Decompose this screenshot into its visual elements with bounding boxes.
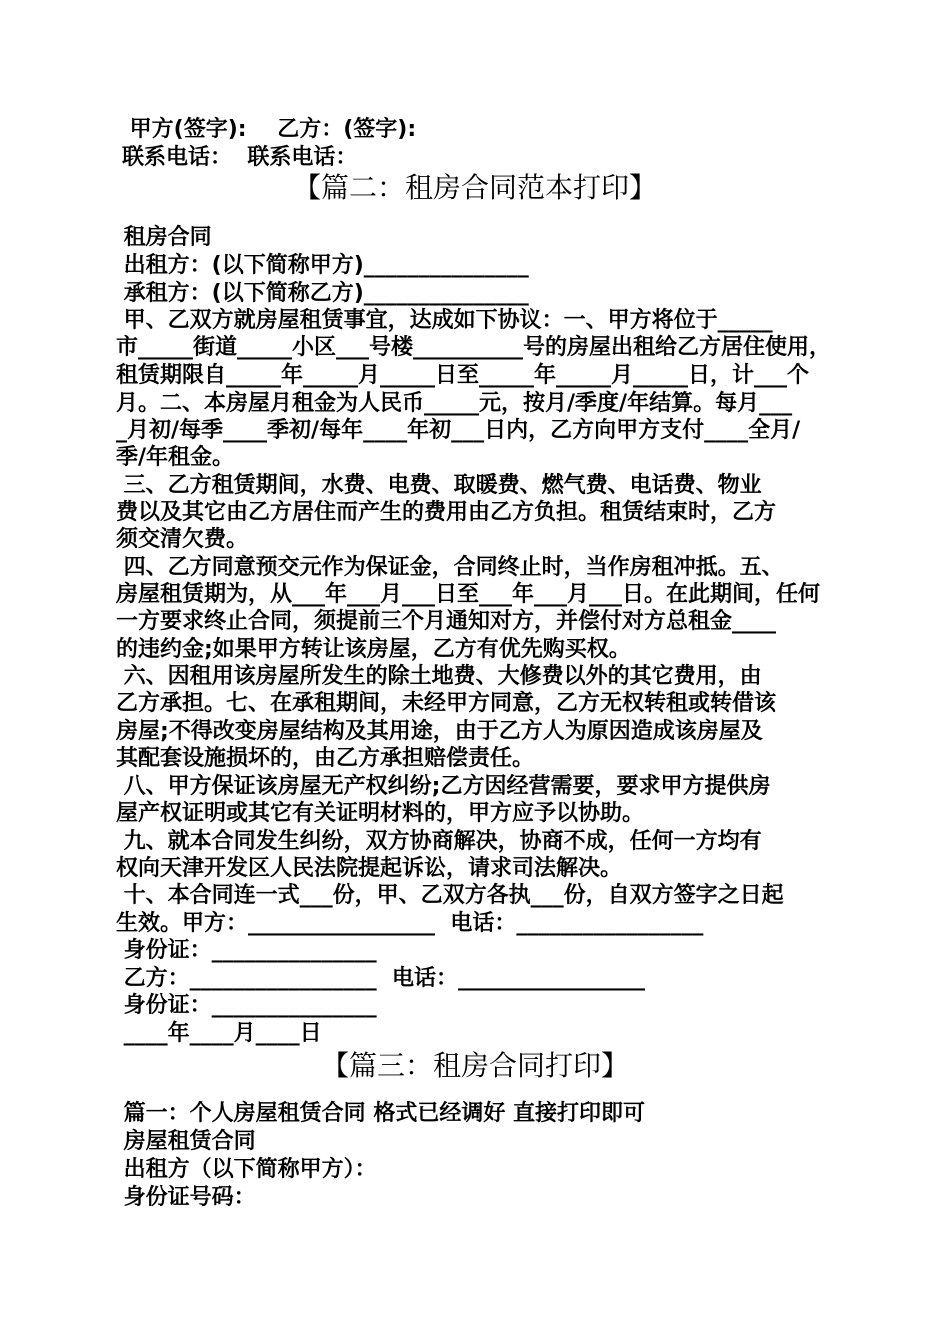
body-line: 须交清欠费。 [116,527,249,552]
body-line: 房屋;不得改变房屋结构及其用途，由于乙方人为原因造成该房屋及 [116,719,763,744]
body-line: 月。二、本房屋月租金为人民币_____元，按月/季度/年结算。每月___ [116,391,793,416]
section-three-heading: 【篇三：租房合同打印】 [320,1049,629,1082]
body-line: 出租方：(以下简称甲方)_______________ [116,253,529,278]
body-line: 四、乙方同意预交元作为保证金，合同终止时，当作房租冲抵。五、 [116,555,784,580]
body-line: 费以及其它由乙方居住而产生的费用由乙方负担。租赁结束时，乙方 [116,500,777,525]
date-line: ____年____月____日 [116,1021,322,1046]
body-line: 乙方承担。七、在承租期间，未经甲方同意，乙方无权转租或转借该 [116,691,777,716]
body-line: 房屋租赁期为，从___年___月___日至___年___月___日。在此期间，任何 [116,582,821,607]
section-two-heading: 【篇二：租房合同范本打印】 [292,171,657,204]
body-line: 季/年租金。 [116,445,235,470]
body-line: 一方要求终止合同，须提前三个月通知对方，并偿付对方总租金____ [116,609,777,634]
body-line: 身份证号码： [116,1185,256,1210]
body-line: 承租方：(以下简称乙方)_______________ [116,281,529,306]
party-a-id-line: 身份证：_______________ [116,938,377,963]
body-line: 十、本合同连一式___份，甲、乙双方各执___份，自双方签字之日起 [116,883,784,908]
body-line: _月初/每季____季初/每年____年初___日内，乙方向甲方支付____全月/ [116,418,801,443]
party-b-id-line: 身份证：_______________ [116,993,377,1018]
body-line: 屋产权证明或其它有关证明材料的，甲方应予以协助。 [116,801,645,826]
body-line: 的违约金;如果甲方转让该房屋，乙方有优先购买权。 [116,637,631,662]
body-line: 权向天津开发区人民法院提起诉讼，请求司法解决。 [116,856,623,881]
body-line: 六、因租用该房屋所发生的除土地费、大修费以外的其它费用，由 [116,664,762,689]
body-line: 租房合同 [116,225,212,250]
body-line: 市_____街道_____小区___号楼__________号的房屋出租给乙方居住使用， [116,335,832,360]
body-line: 其配套设施损坏的，由乙方承担赔偿责任。 [116,746,535,771]
body-line: 九、就本合同发生纠纷，双方协商解决，协商不成，任何一方均有 [116,829,762,854]
party-b-signature-line: 乙方：_________________ 电话：_________________ [116,966,645,991]
body-line: 房屋租赁合同 [116,1129,256,1154]
signature-parties-line: 甲方(签字): 乙方：(签字): [122,117,417,142]
body-line: 甲、乙双方就房屋租赁事宜，达成如下协议：一、甲方将位于_____ [116,308,773,333]
party-a-signature-line: 生效。甲方：_________________ 电话：_________________ [116,911,704,936]
body-line: 租赁期限自_____年_____月_____日至_____年_____月_____日，计___个 [116,363,810,388]
body-line: 八、甲方保证该房屋无产权纠纷;乙方因经营需要，要求甲方提供房 [116,774,771,799]
body-line: 篇一：个人房屋租赁合同 格式已经调好 直接打印即可 [116,1101,645,1126]
body-line: 三、乙方租赁期间，水费、电费、取暖费、燃气费、电话费、物业 [116,473,762,498]
body-line: 出租方（以下简称甲方）： [116,1157,377,1182]
signature-phones-line: 联系电话： 联系电话： [122,145,358,170]
